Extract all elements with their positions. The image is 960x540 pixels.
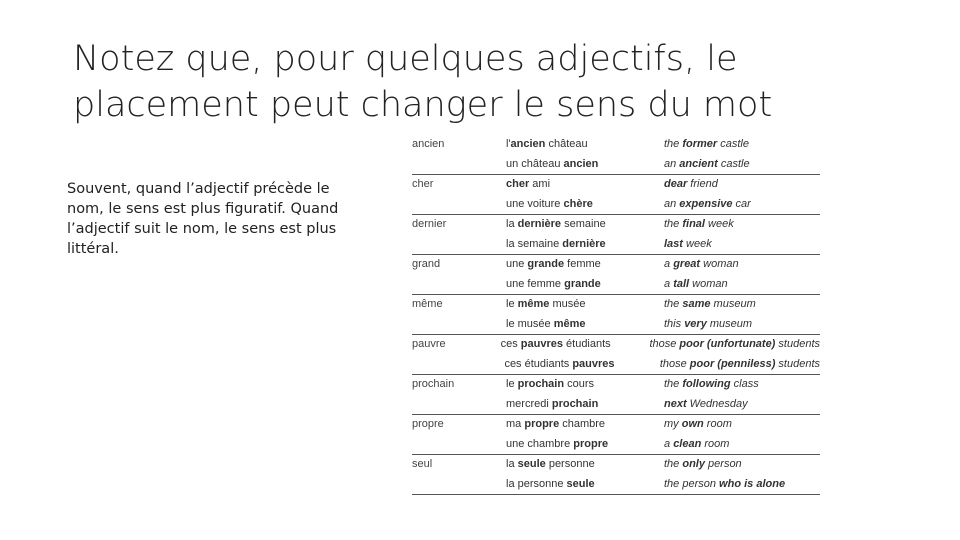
adjective-cell: seul <box>412 458 433 470</box>
table-row <box>412 355 820 375</box>
text-segment: the <box>664 298 683 310</box>
french-example-cell <box>506 295 664 315</box>
vocab-group <box>412 335 820 375</box>
vocab-group <box>412 255 820 295</box>
text-segment: museum <box>706 317 753 330</box>
text-segment: person <box>704 458 742 470</box>
adjective-cell <box>412 435 506 455</box>
highlighted-word: only <box>682 458 705 470</box>
highlighted-word: ancien <box>510 138 546 150</box>
english-translation-cell <box>664 455 820 475</box>
text-segment: ami <box>529 178 551 190</box>
text-segment: castle <box>717 157 750 170</box>
vocab-table <box>412 135 820 495</box>
text-segment: ma <box>506 418 525 430</box>
table-row <box>412 295 820 315</box>
adjective-cell <box>412 235 506 255</box>
highlighted-word: cher <box>506 178 530 190</box>
french-example-cell <box>506 195 664 215</box>
adjective-cell: ancien <box>412 138 445 150</box>
text-segment: an <box>664 157 680 170</box>
highlighted-word: pauvres <box>520 338 563 350</box>
text-segment: a <box>664 277 674 290</box>
english-translation-cell <box>664 375 820 395</box>
english-translation-cell <box>664 255 820 275</box>
highlighted-word: poor (unfortunate) <box>679 338 776 350</box>
text-segment: une femme <box>506 277 565 290</box>
slide-title <box>73 36 933 128</box>
text-segment: une <box>506 258 528 270</box>
english-translation-cell <box>664 415 820 435</box>
highlighted-word: clean <box>673 437 702 450</box>
french-example-cell <box>501 335 650 355</box>
highlighted-word: last <box>664 237 683 250</box>
highlighted-word: same <box>682 298 711 310</box>
english-translation-cell <box>664 295 820 315</box>
highlighted-word: propre <box>524 418 560 430</box>
highlighted-word: who is alone <box>719 477 786 490</box>
highlighted-word: dear <box>664 178 688 190</box>
table-row <box>412 215 820 235</box>
text-segment: a <box>664 258 674 270</box>
text-segment: room <box>701 437 730 450</box>
highlighted-word: chère <box>563 197 593 210</box>
english-translation-cell <box>664 435 820 455</box>
highlighted-word: même <box>553 317 586 330</box>
highlighted-word: next <box>664 397 687 410</box>
highlighted-word: tall <box>673 277 690 290</box>
text-segment: la semaine <box>506 237 563 250</box>
text-segment: l' <box>506 138 511 150</box>
english-translation-cell <box>664 195 820 215</box>
french-example-cell <box>506 275 664 295</box>
highlighted-word: grande <box>527 258 565 270</box>
french-example-cell <box>506 215 664 235</box>
table-row <box>412 235 820 255</box>
highlighted-word: own <box>681 418 704 430</box>
adjective-cell: propre <box>412 418 444 430</box>
adjective-cell <box>412 315 506 335</box>
vocab-group <box>412 295 820 335</box>
highlighted-word: ancien <box>563 157 599 170</box>
adjective-cell <box>412 195 506 215</box>
french-example-cell <box>506 255 664 275</box>
french-example-cell <box>504 355 659 375</box>
text-segment: une chambre <box>506 437 574 450</box>
table-row <box>412 135 820 155</box>
french-example-cell <box>506 315 664 335</box>
text-segment: ces <box>500 338 521 350</box>
text-segment: une voiture <box>506 197 564 210</box>
table-row <box>412 315 820 335</box>
table-row <box>412 395 820 415</box>
text-segment: those <box>659 357 690 370</box>
french-example-cell <box>506 135 664 155</box>
adjective-cell <box>412 155 506 175</box>
text-segment: mercredi <box>506 397 552 410</box>
text-segment: étudiants <box>562 338 611 350</box>
table-row <box>412 375 820 395</box>
french-example-cell <box>506 175 664 195</box>
table-row <box>412 475 820 495</box>
table-row <box>412 435 820 455</box>
english-translation-cell <box>664 155 820 175</box>
text-segment: museum <box>710 298 756 310</box>
english-translation-cell <box>664 235 820 255</box>
highlighted-word: dernière <box>517 218 562 230</box>
vocab-group <box>412 215 820 255</box>
text-segment: those <box>649 338 680 350</box>
text-segment: ces étudiants <box>504 357 573 370</box>
text-segment: an <box>664 197 680 210</box>
french-example-cell <box>506 375 664 395</box>
text-segment: this <box>664 317 685 330</box>
text-segment: le <box>506 378 518 390</box>
vocab-group <box>412 415 820 455</box>
text-segment: le <box>506 298 518 310</box>
text-segment: chambre <box>559 418 606 430</box>
vocab-group <box>412 135 820 175</box>
text-segment: the <box>664 218 683 230</box>
highlighted-word: great <box>673 258 701 270</box>
english-translation-cell <box>664 135 820 155</box>
text-segment: room <box>703 418 732 430</box>
table-row <box>412 255 820 275</box>
highlighted-word: ancient <box>679 157 718 170</box>
highlighted-word: prochain <box>517 378 565 390</box>
table-row <box>412 455 820 475</box>
adjective-cell <box>412 475 506 495</box>
table-row <box>412 195 820 215</box>
adjective-cell: dernier <box>412 218 447 230</box>
text-segment: week <box>682 237 712 250</box>
highlighted-word: seule <box>517 458 546 470</box>
english-translation-cell <box>664 275 820 295</box>
adjective-cell <box>412 395 506 415</box>
table-row <box>412 275 820 295</box>
highlighted-word: final <box>682 218 705 230</box>
highlighted-word: seule <box>566 477 595 490</box>
english-translation-cell <box>664 215 820 235</box>
text-segment: the <box>664 378 683 390</box>
french-example-cell <box>506 155 664 175</box>
vocab-group <box>412 375 820 415</box>
highlighted-word: very <box>684 317 707 330</box>
text-segment: la <box>506 218 518 230</box>
text-segment: cours <box>564 378 595 390</box>
highlighted-word: pauvres <box>572 357 615 370</box>
highlighted-word: dernière <box>562 237 606 250</box>
highlighted-word: grande <box>564 277 601 290</box>
highlighted-word: expensive <box>679 197 733 210</box>
table-row <box>412 175 820 195</box>
adjective-cell: pauvre <box>412 338 446 350</box>
text-segment: students <box>775 357 820 370</box>
text-segment: la personne <box>506 477 567 490</box>
adjective-cell: prochain <box>412 378 455 390</box>
highlighted-word: following <box>682 378 731 390</box>
text-segment: woman <box>700 258 739 270</box>
english-translation-cell <box>649 335 820 355</box>
adjective-cell: même <box>412 298 443 310</box>
text-segment: the <box>664 138 683 150</box>
text-segment: the person <box>664 477 720 490</box>
french-example-cell <box>506 475 664 495</box>
table-row <box>412 155 820 175</box>
text-segment: personne <box>545 458 595 470</box>
highlighted-word: former <box>682 138 718 150</box>
text-segment: castle <box>717 138 749 150</box>
english-translation-cell <box>664 315 820 335</box>
french-example-cell <box>506 415 664 435</box>
text-segment: Wednesday <box>686 397 748 410</box>
english-translation-cell <box>664 175 820 195</box>
adjective-cell <box>412 275 506 295</box>
adjective-cell: grand <box>412 258 441 270</box>
text-segment: château <box>545 138 588 150</box>
adjective-cell: cher <box>412 178 434 190</box>
highlighted-word: même <box>517 298 550 310</box>
text-segment: class <box>730 378 759 390</box>
slide-title-line: placement peut changer le sens du mot <box>73 85 773 125</box>
text-segment: musée <box>549 298 586 310</box>
highlighted-word: poor (penniless) <box>689 357 776 370</box>
highlighted-word: propre <box>573 437 609 450</box>
text-segment: un château <box>506 157 564 170</box>
text-segment: le musée <box>506 317 554 330</box>
highlighted-word: prochain <box>551 397 599 410</box>
vocab-group <box>412 175 820 215</box>
text-segment: car <box>732 197 751 210</box>
adjective-cell <box>412 355 504 375</box>
vocab-group <box>412 455 820 495</box>
french-example-cell <box>506 235 664 255</box>
text-segment: femme <box>564 258 601 270</box>
slide-body-text: Souvent, quand l’adjectif précède le nom, le sens est plus figuratif. Quand l’adjectif suit le nom, le sens est plus littéral. <box>67 181 339 257</box>
french-example-cell <box>506 455 664 475</box>
text-segment: a <box>664 437 674 450</box>
text-segment: friend <box>687 178 718 190</box>
text-segment: la <box>506 458 518 470</box>
text-segment: woman <box>689 277 728 290</box>
text-segment: my <box>664 418 682 430</box>
english-translation-cell <box>664 475 820 495</box>
english-translation-cell <box>660 355 820 375</box>
text-segment: semaine <box>561 218 606 230</box>
table-row <box>412 335 820 355</box>
slide-title-line: Notez que, pour quelques adjectifs, le <box>73 39 738 79</box>
text-segment: week <box>704 218 734 230</box>
english-translation-cell <box>664 395 820 415</box>
french-example-cell <box>506 435 664 455</box>
table-row <box>412 415 820 435</box>
text-segment: students <box>775 338 820 350</box>
french-example-cell <box>506 395 664 415</box>
text-segment: the <box>664 458 683 470</box>
